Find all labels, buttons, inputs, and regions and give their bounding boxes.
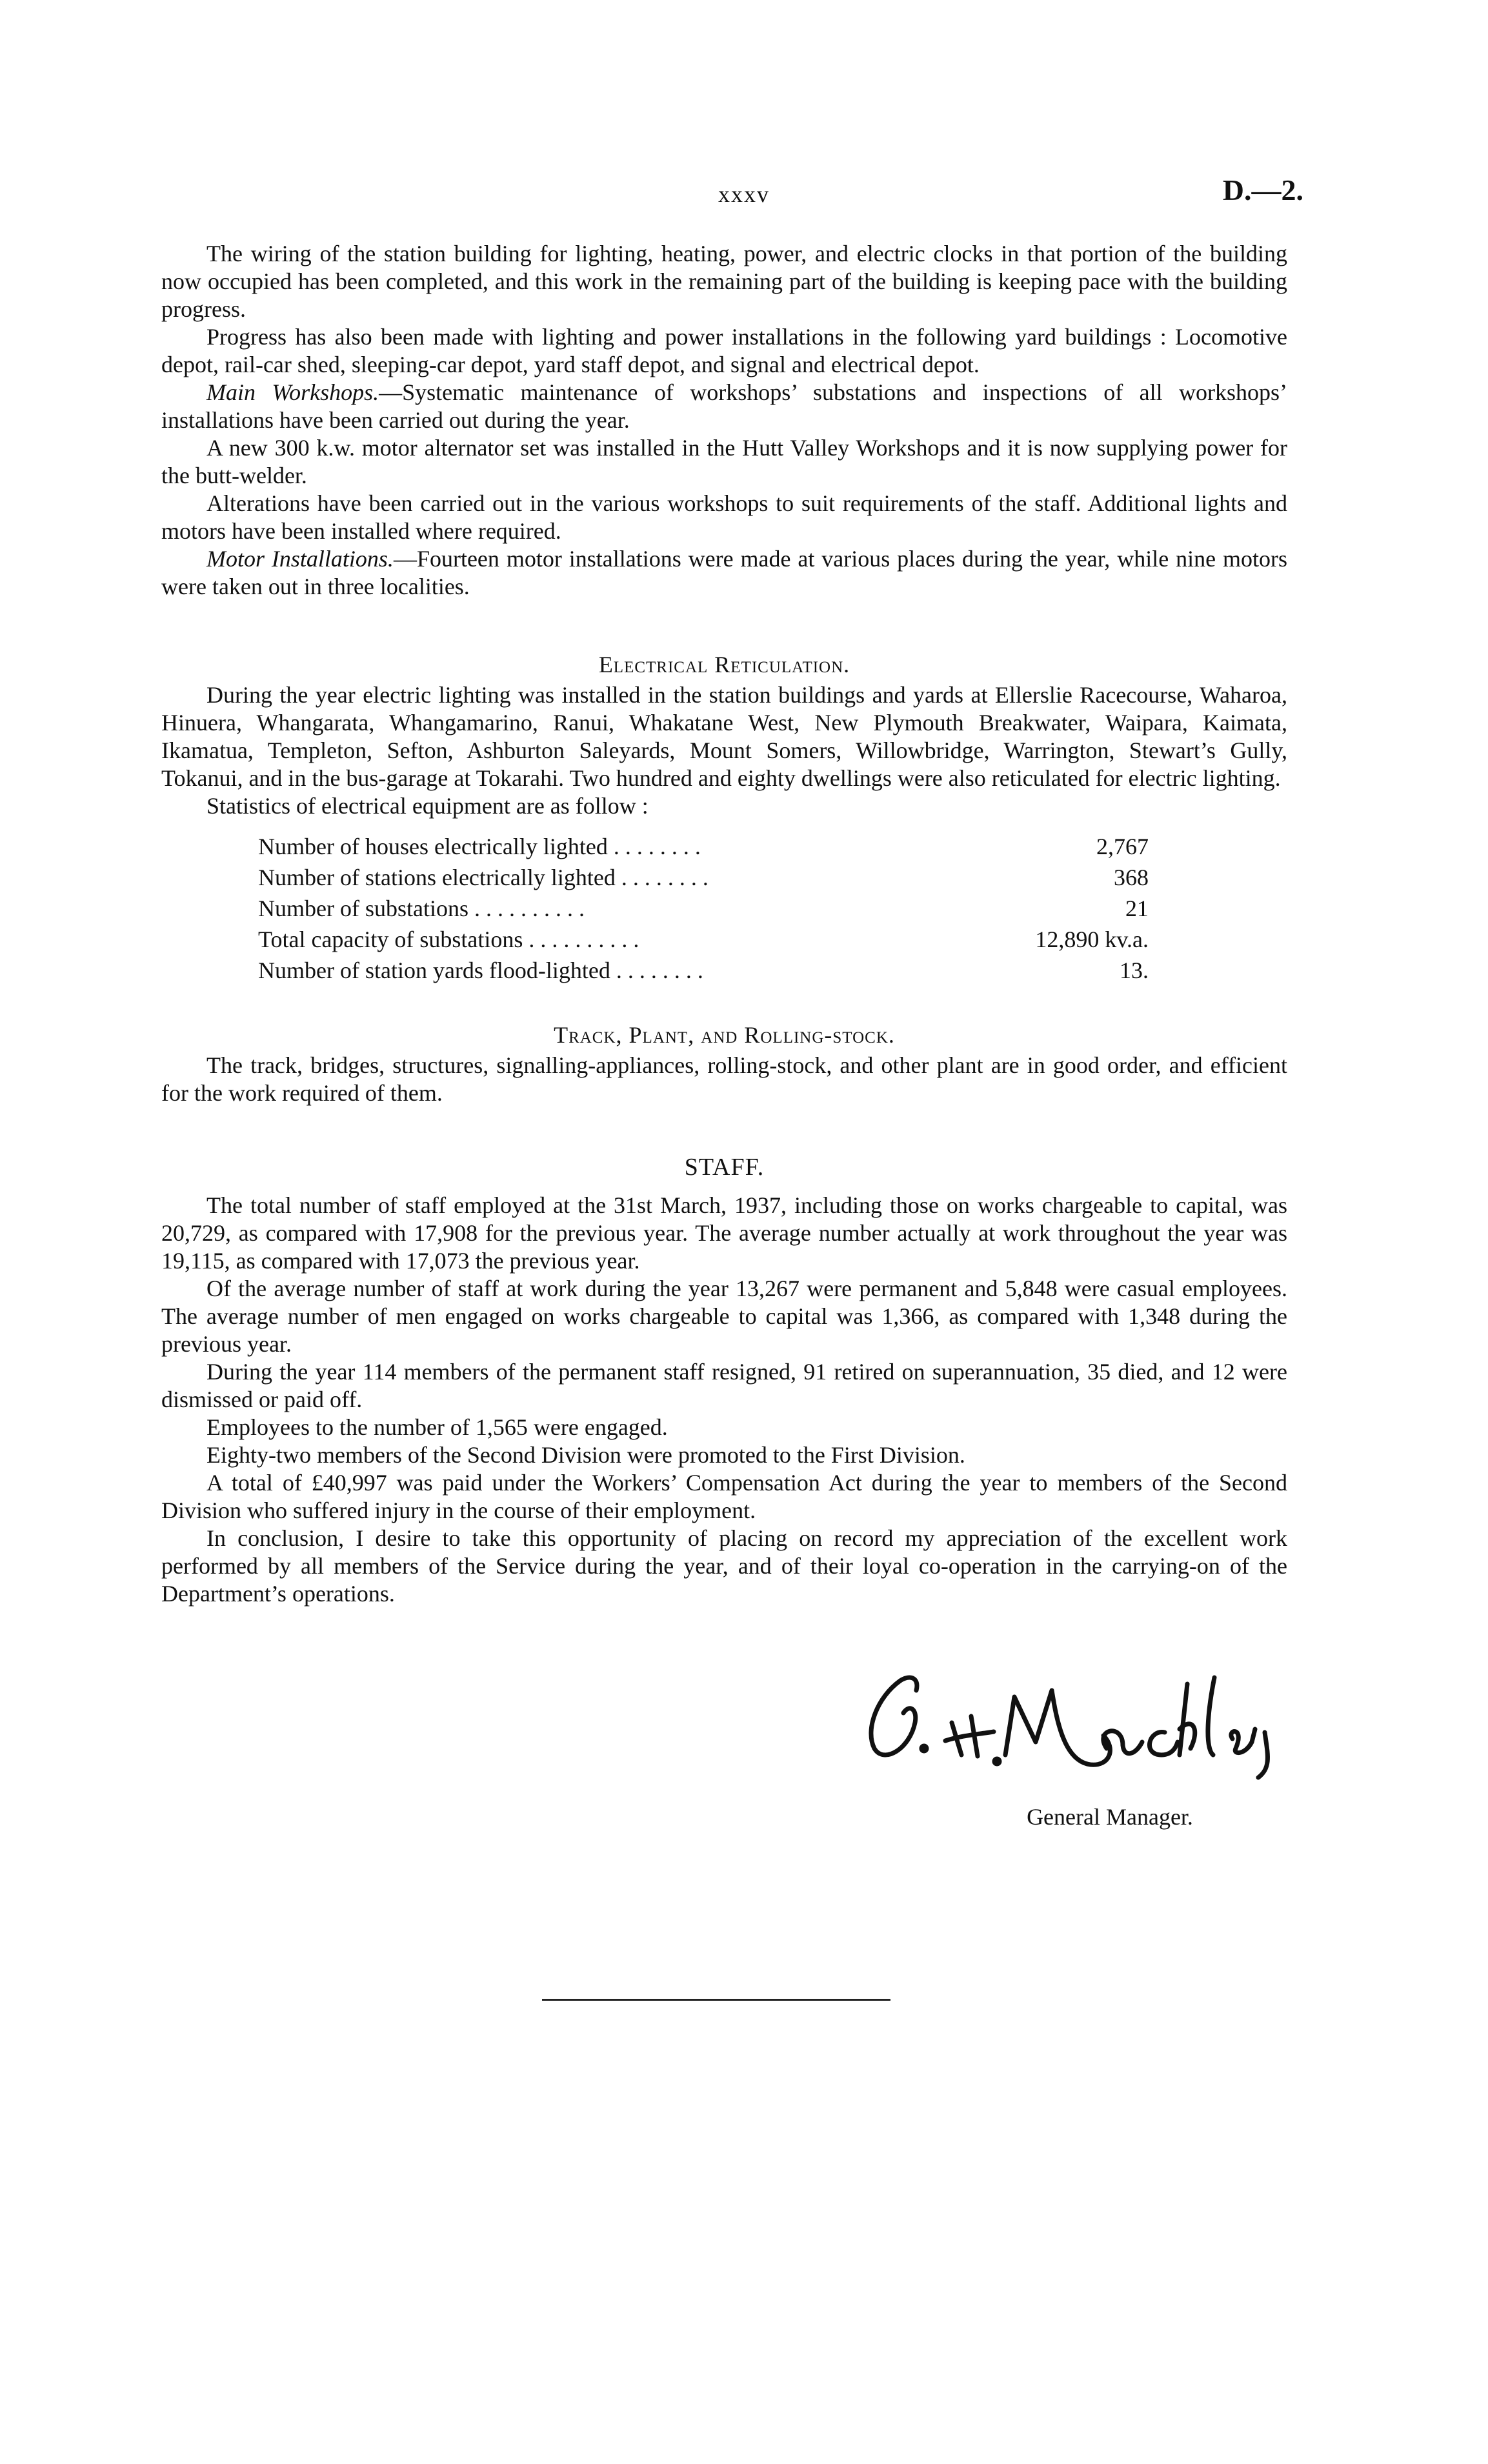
paragraph-motor-alternator: A new 300 k.w. motor alternator set was installed in the Hutt Valley Workshops and it is now supplying power for the butt-welder. bbox=[161, 435, 1287, 488]
stat-value: 21 bbox=[1125, 896, 1149, 921]
paragraph-staff-compensation: A total of £40,997 was paid under the Workers’ Compensation Act during the year to members of the Second Division who suffered injury in the course of their employment. bbox=[161, 1470, 1287, 1523]
stat-value: 368 bbox=[1114, 865, 1149, 890]
paragraph-conclusion: In conclusion, I desire to take this opportunity of placing on record my appreciation of the excellent work performed by all members of the Service during the year, and of their loyal co-operation in the carrying-on of the Department’s operations. bbox=[161, 1525, 1287, 1607]
table-row bbox=[258, 926, 1149, 957]
paragraph-staff-resigned: During the year 114 members of the permanent staff resigned, 91 retired on superannuation, 35 died, and 12 were dismissed or paid off. bbox=[161, 1359, 1287, 1412]
table-row bbox=[258, 957, 1149, 988]
signatory-title: General Manager. bbox=[1027, 1804, 1193, 1830]
document-reference: D.—2. bbox=[1222, 174, 1303, 206]
stat-label: Number of houses electrically lighted . . . . . . . . bbox=[258, 834, 701, 859]
paragraph-staff-promoted: Eighty-two members of the Second Division were promoted to the First Division. bbox=[206, 1442, 965, 1468]
stat-label: Number of station yards flood-lighted . . . . . . . . bbox=[258, 957, 703, 983]
footer-divider bbox=[542, 1999, 890, 2001]
table-row bbox=[258, 864, 1149, 895]
motor-installations-text: —Fourteen motor installations were made at various places during the year, while nine motors were taken out in three localities. bbox=[161, 546, 1287, 599]
electrical-statistics-table bbox=[258, 833, 1149, 988]
paragraph-electrical-reticulation: During the year electric lighting was installed in the station buildings and yards at Ellerslie Racecourse, Waharoa, Hinuera, Whangarata, Whangamarino, Ranui, Whakatane West, New Plymouth Breakwater, Waipara, Kaimata, Ikamatua, Templeton, Sefton, Ashburton Saleyards, Mount Somers, Willowbridge, Warrington, Stewart’s Gully, Tokanui, and in the bus-garage at Tokarahi. Two hundred and eighty dwellings were also reticulated for electric lighting. bbox=[161, 682, 1287, 791]
main-workshops-text: —Systematic maintenance of workshops’ substations and inspections of all workshops’ installations have been carried out during the year. bbox=[161, 379, 1288, 433]
motor-installations-heading: Motor Installations. bbox=[206, 546, 394, 572]
paragraph-staff-average: Of the average number of staff at work during the year 13,267 were permanent and 5,848 were casual employees. The average number of men engaged on works chargeable to capital was 1,366, as compared with 1,348 during the previous year. bbox=[161, 1276, 1287, 1357]
paragraph-alterations: Alterations have been carried out in the various workshops to suit requirements of the staff. Additional lights and motors have been installed where required. bbox=[161, 490, 1287, 544]
stat-value: 12,890 kv.a. bbox=[1035, 927, 1149, 952]
stat-label: Number of substations . . . . . . . . . . bbox=[258, 896, 585, 921]
paragraph-staff-total: The total number of staff employed at the 31st March, 1937, including those on works chargeable to capital, was 20,729, as compared with 17,908 for the previous year. The average number actually at work throughout the year was 19,115, as compared with 17,073 the previous year. bbox=[161, 1192, 1287, 1274]
stat-value: 13. bbox=[1120, 957, 1149, 983]
page-body bbox=[161, 240, 1287, 1608]
signature-icon bbox=[839, 1652, 1291, 1787]
paragraph-main-workshops bbox=[161, 379, 1287, 434]
page-number: xxxv bbox=[718, 181, 770, 207]
track-plant-heading: Track, Plant, and Rolling-stock. bbox=[554, 1022, 895, 1048]
stat-value: 2,767 bbox=[1096, 834, 1149, 859]
stat-label: Total capacity of substations . . . . . . . . . . bbox=[258, 927, 639, 952]
paragraph-track-plant: The track, bridges, structures, signalling-appliances, rolling-stock, and other plant are in good order, and efficient for the work required of them. bbox=[161, 1052, 1287, 1106]
main-workshops-heading: Main Workshops. bbox=[206, 379, 379, 405]
table-row bbox=[258, 895, 1149, 926]
paragraph-yard-buildings: Progress has also been made with lighting and power installations in the following yard buildings : Locomotive depot, rail-car shed, sleeping-car depot, yard staff depot, and signal and electrical depot. bbox=[161, 324, 1287, 377]
paragraph-station-wiring: The wiring of the station building for lighting, heating, power, and electric clocks in that portion of the building now occupied has been completed, and this work in the remaining part of the building is keeping pace with the building progress. bbox=[161, 241, 1287, 322]
paragraph-staff-engaged: Employees to the number of 1,565 were engaged. bbox=[206, 1414, 668, 1440]
handwritten-signature bbox=[839, 1652, 1291, 1787]
paragraph-motor-installations bbox=[161, 545, 1287, 601]
table-row bbox=[258, 833, 1149, 864]
staff-heading: STAFF. bbox=[684, 1154, 765, 1181]
electrical-reticulation-heading: Electrical Reticulation. bbox=[598, 652, 850, 677]
stat-label: Number of stations electrically lighted . . . . . . . . bbox=[258, 865, 709, 890]
paragraph-stats-intro: Statistics of electrical equipment are as follow : bbox=[206, 793, 648, 819]
